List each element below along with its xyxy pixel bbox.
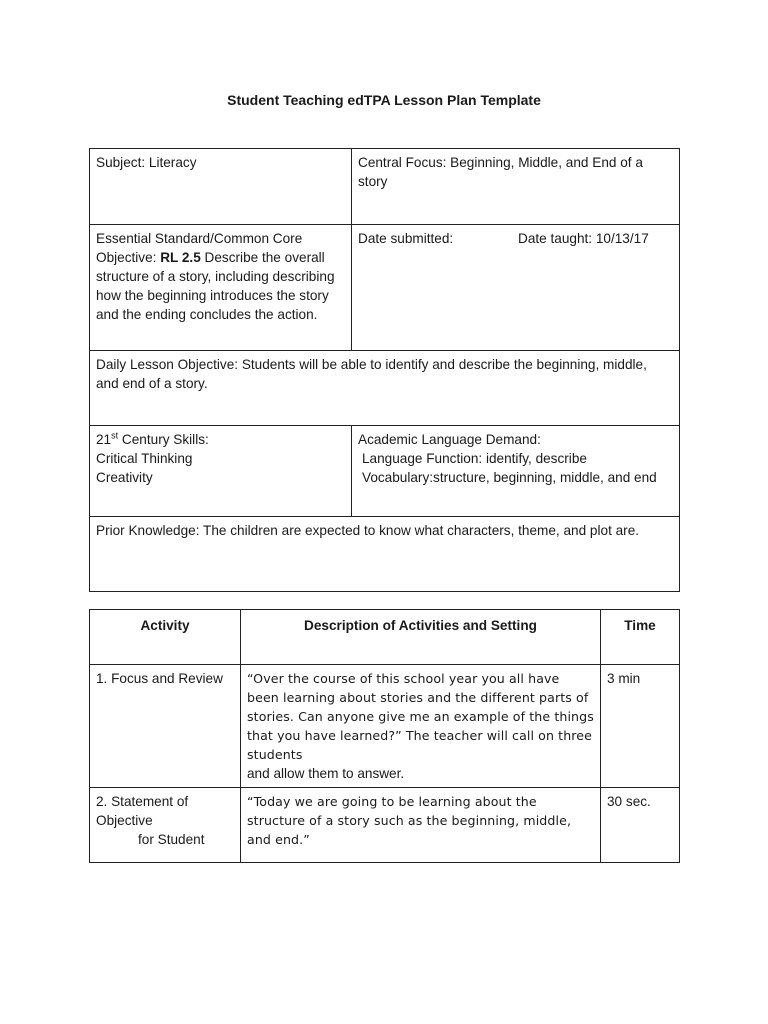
skills-number: 21 (96, 432, 112, 447)
activity-name-line: Objective (96, 813, 153, 828)
activities-table (89, 609, 680, 863)
description-quote: “Today we are going to be learning about the structure of a story such as the beginning, middle, and end.” (247, 794, 572, 847)
language-function: Language Function: identify, describe (362, 451, 587, 466)
prior-knowledge-cell (90, 517, 680, 592)
table-row (90, 665, 680, 788)
date-submitted: Date submitted: (358, 231, 454, 246)
skills-cell (90, 426, 352, 517)
dates-cell (352, 225, 680, 351)
activity-cell (90, 788, 241, 863)
skills-title: Century Skills: (118, 432, 209, 447)
subject-text: Subject: Literacy (96, 155, 197, 170)
activity-time: 3 min (607, 671, 641, 686)
central-focus-text: Central Focus: Beginning, Middle, and End of a story (358, 155, 643, 189)
description-cell (241, 788, 601, 863)
vocabulary: Vocabulary:structure, beginning, middle, and end (362, 470, 657, 485)
skill-item: Critical Thinking (96, 451, 193, 466)
standard-code: RL 2.5 (160, 250, 201, 265)
prior-knowledge-text: Prior Knowledge: The children are expected to know what characters, theme, and plot are. (96, 523, 640, 538)
description-quote: “Over the course of this school year you all have been learning about stories and the different parts of stories. Can anyone give me an example of the things that you have learned?” The teacher will call on three students (247, 671, 594, 762)
description-cell (241, 665, 601, 788)
academic-language-cell (352, 426, 680, 517)
standard-description: Describe the overall structure of a story, including describing how the beginning introduces the story and the ending concludes the action. (96, 250, 335, 322)
page-title: Student Teaching edTPA Lesson Plan Template (227, 92, 541, 108)
skills-superscript: st (111, 430, 119, 441)
academic-language-title: Academic Language Demand: (358, 432, 541, 447)
subject-cell (90, 149, 352, 225)
activity-name-line: for Student (138, 832, 205, 847)
standard-line1: Essential Standard/Common Core (96, 231, 303, 246)
description-header: Description of Activities and Setting (241, 610, 601, 665)
skill-item: Creativity (96, 470, 153, 485)
central-focus-cell (352, 149, 680, 225)
table-row (90, 788, 680, 863)
activity-time: 30 sec. (607, 794, 651, 809)
time-cell (601, 788, 680, 863)
daily-objective-text: Daily Lesson Objective: Students will be able to identify and describe the beginning, middle, and end of a story. (96, 357, 647, 391)
standard-text (90, 225, 351, 328)
activity-name-line: 2. Statement of (96, 794, 189, 809)
activity-cell (90, 665, 241, 788)
activity-header: Activity (90, 610, 241, 665)
lesson-info-table (89, 148, 680, 592)
standard-cell (90, 225, 352, 351)
time-header: Time (601, 610, 680, 665)
time-cell (601, 665, 680, 788)
activity-name: 1. Focus and Review (96, 671, 223, 686)
standard-prefix: Objective: (96, 250, 161, 265)
date-taught: Date taught: 10/13/17 (518, 231, 649, 246)
description-plain: and allow them to answer. (247, 766, 405, 781)
daily-objective-cell (90, 351, 680, 426)
